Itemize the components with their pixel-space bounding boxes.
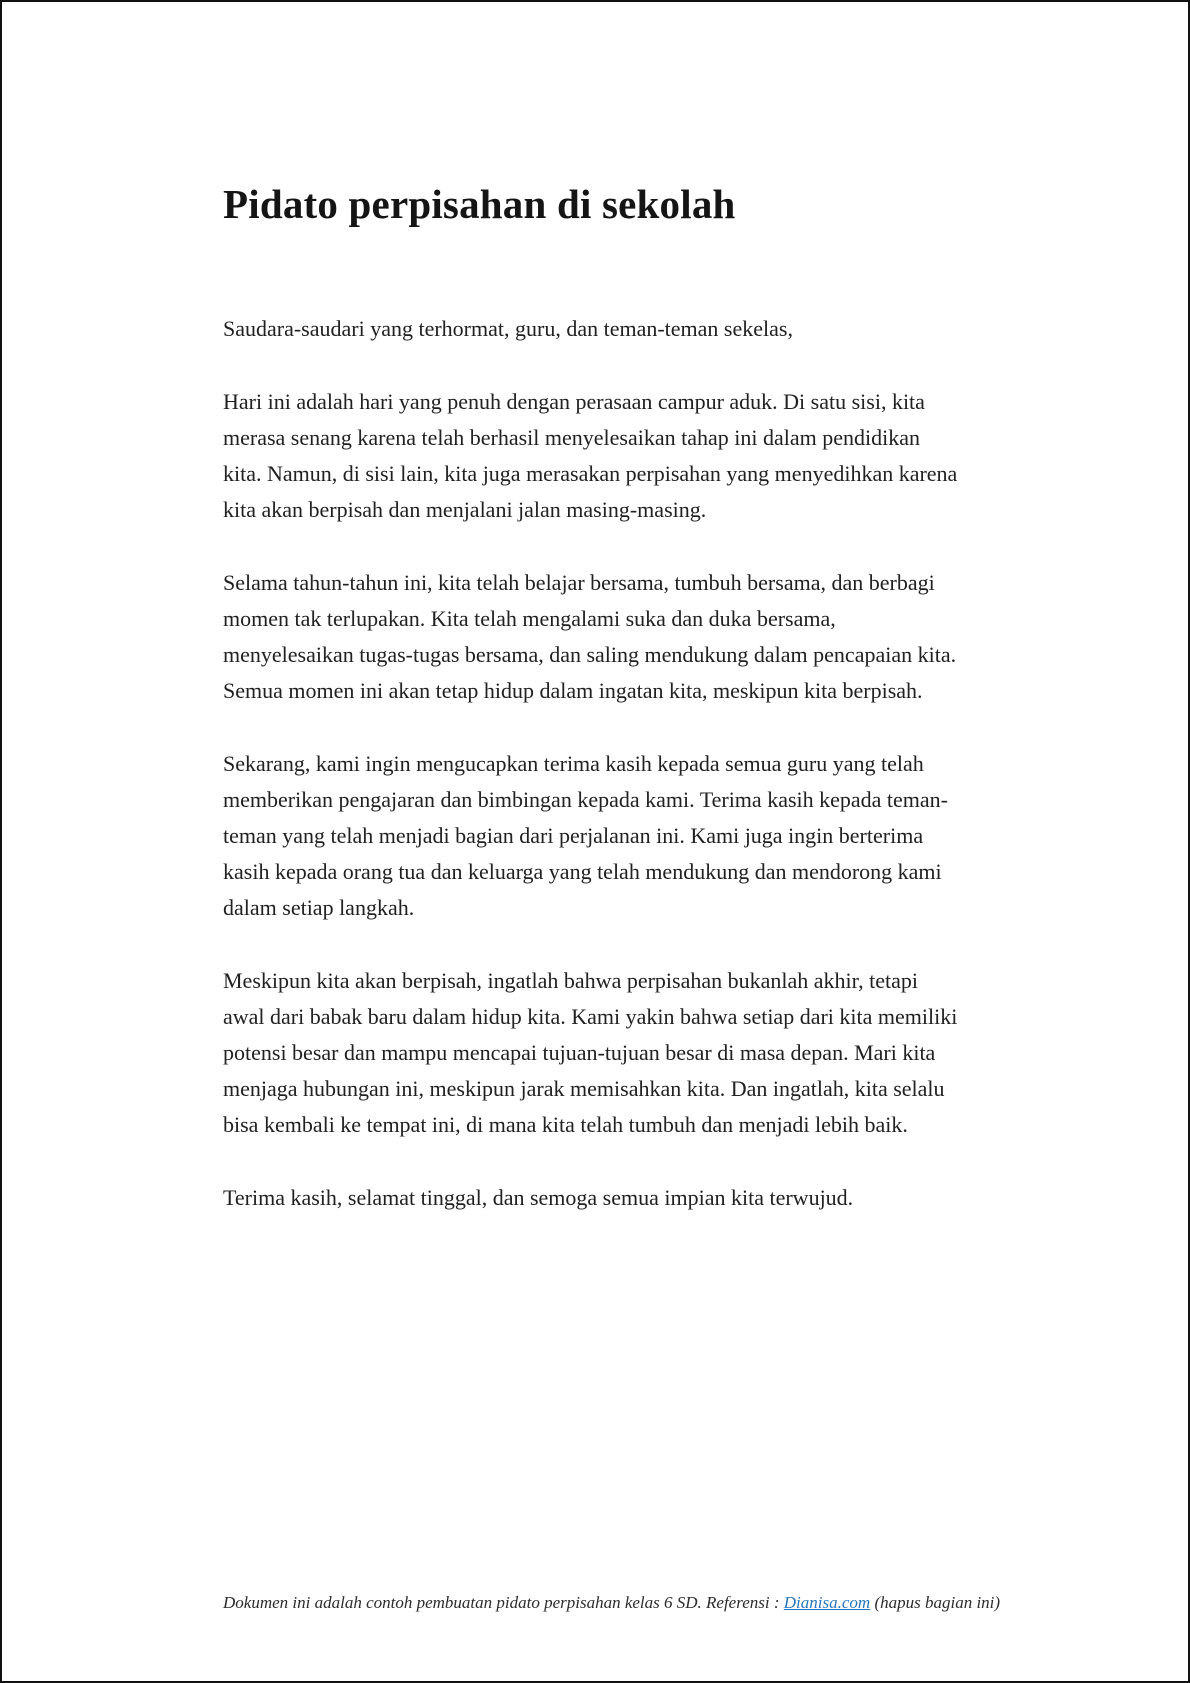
document-body xyxy=(223,311,959,1216)
page-title: Pidato perpisahan di sekolah xyxy=(223,181,736,227)
footer-note-prefix: Dokumen ini adalah contoh pembuatan pidato perpisahan kelas 6 SD. Referensi : xyxy=(223,1593,784,1613)
paragraph: Selama tahun-tahun ini, kita telah belajar bersama, tumbuh bersama, dan berbagi momen tak terlupakan. Kita telah mengalami suka dan duka bersama, menyelesaikan tugas-tugas bersama, dan saling mendukung dalam pencapaian kita. Semua momen ini akan tetap hidup dalam ingatan kita, meskipun kita berpisah. xyxy=(223,570,957,704)
paragraph: Hari ini adalah hari yang penuh dengan perasaan campur aduk. Di satu sisi, kita merasa senang karena telah berhasil menyelesaikan tahap ini dalam pendidikan kita. Namun, di sisi lain, kita juga merasakan perpisahan yang menyedihkan karena kita akan berpisah dan menjalani jalan masing-masing. xyxy=(223,389,958,523)
footer-note xyxy=(223,1591,1068,1615)
paragraph: Meskipun kita akan berpisah, ingatlah bahwa perpisahan bukanlah akhir, tetapi awal dari babak baru dalam hidup kita. Kami yakin bahwa setiap dari kita memiliki potensi besar dan mampu mencapai tujuan-tujuan besar di masa depan. Mari kita menjaga hubungan ini, meskipun jarak memisahkan kita. Dan ingatlah, kita selalu bisa kembali ke tempat ini, di mana kita telah tumbuh dan menjadi lebih baik. xyxy=(223,968,958,1138)
footer-note-suffix: (hapus bagian ini) xyxy=(870,1593,1001,1613)
paragraph-salutation: Saudara-saudari yang terhormat, guru, dan teman-teman sekelas, xyxy=(223,316,793,342)
document-content xyxy=(223,2,959,1253)
paragraph: Sekarang, kami ingin mengucapkan terima kasih kepada semua guru yang telah memberikan pengajaran dan bimbingan kepada kami. Terima kasih kepada teman-teman yang telah menjadi bagian dari perjalanan ini. Kami juga ingin berterima kasih kepada orang tua dan keluarga yang telah mendukung dan mendorong kami dalam setiap langkah. xyxy=(223,751,949,921)
paragraph-closing: Terima kasih, selamat tinggal, dan semoga semua impian kita terwujud. xyxy=(223,1185,854,1211)
footer-reference-link[interactable]: Dianisa.com xyxy=(783,1593,871,1613)
